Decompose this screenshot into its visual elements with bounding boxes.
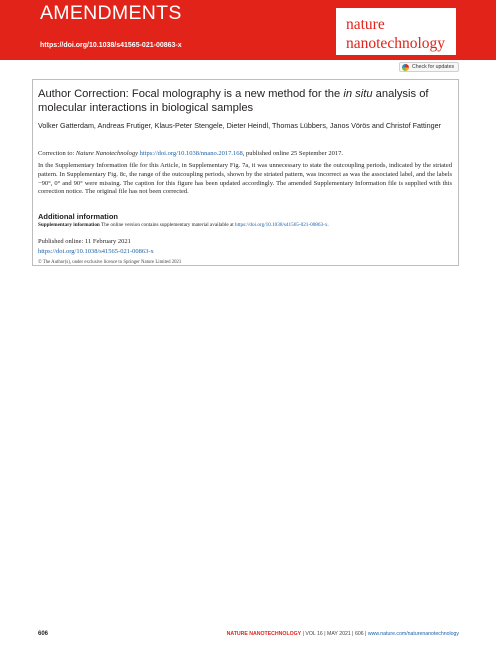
- published-online: Published online: 11 February 2021: [38, 238, 131, 245]
- correction-journal: Nature Nanotechnology: [75, 150, 138, 157]
- supplementary-link[interactable]: https://doi.org/10.1038/s41565-021-00863-x: [235, 222, 328, 228]
- crossmark-icon: [402, 64, 409, 71]
- original-article-link[interactable]: https://doi.org/10.1038/nnano.2017.168: [139, 150, 243, 157]
- article-doi-link[interactable]: https://doi.org/10.1038/s41565-021-00863-x: [38, 248, 154, 255]
- article-authors: Volker Gatterdam, Andreas Frutiger, Klaus-Peter Stengele, Dieter Heindl, Thomas Lübbers, Janos Vörös and Christof Fattinger: [38, 121, 441, 130]
- additional-info-heading: Additional information: [38, 212, 118, 221]
- journal-logo-line2: nanotechnology: [346, 35, 446, 52]
- header-band: [0, 0, 496, 60]
- correction-body: In the Supplementary Information file for this Article, in Supplementary Fig. 7a, it was unnecessary to state the outcoupling periods, indicated by the striated pattern. In Supplementary Fig. 8c, the range of the outcoupling periods, shown by the striated pattern, was incorrect as was the associated label, and the labels −90°, 0° and 90° were missing. The caption for this figure has been updated accordingly. The amended Supplementary Information file is supplied with this correction notice. The original file has not been corrected.: [38, 162, 452, 196]
- article-title: Author Correction: Focal molography is a new method for the in situ analysis of molecular interactions in biological samples: [38, 88, 429, 114]
- journal-logo-line1: nature: [346, 16, 385, 33]
- copyright-notice: © The Author(s), under exclusive licence to Springer Nature Limited 2021: [38, 260, 182, 265]
- footer-info: NATURE NANOTECHNOLOGY | VOL 16 | MAY 2021 | 606 | www.nature.com/naturenanotechnology: [226, 631, 459, 637]
- journal-logo: [336, 8, 456, 55]
- supplementary-info: Supplementary information The online version contains supplementary material available at https://doi.org/10.1038/s41565-021-00863-x.: [38, 222, 329, 228]
- check-for-updates-label: Check for updates: [412, 64, 455, 70]
- footer-page-number: 606: [38, 631, 49, 637]
- title-italic: in situ: [343, 88, 373, 100]
- check-for-updates-button[interactable]: [399, 62, 459, 72]
- correction-to: Correction to: Nature Nanotechnology https://doi.org/10.1038/nnano.2017.168, published online 25 September 2017.: [38, 150, 343, 157]
- header-doi-link[interactable]: https://doi.org/10.1038/s41565-021-00863-x: [40, 42, 182, 49]
- footer-journal-name: NATURE NANOTECHNOLOGY: [226, 631, 302, 637]
- footer-journal-url[interactable]: www.nature.com/naturenanotechnology: [367, 631, 459, 637]
- section-label: AMENDMENTS: [40, 2, 182, 24]
